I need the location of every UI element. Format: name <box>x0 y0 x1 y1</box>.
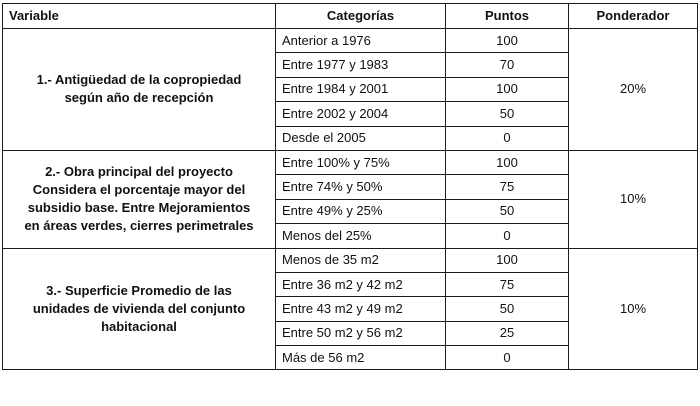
points-cell: 70 <box>446 53 569 77</box>
ponderador-cell-2: 10% <box>569 150 698 248</box>
header-row <box>3 4 698 29</box>
points-cell: 75 <box>446 175 569 199</box>
points-cell: 0 <box>446 126 569 150</box>
variable-cell-2 <box>3 150 276 248</box>
ponderador-cell-3: 10% <box>569 248 698 370</box>
variable-line: 1.- Antigüedad de la copropiedad <box>36 72 242 88</box>
table-row <box>3 150 698 174</box>
points-cell: 100 <box>446 248 569 272</box>
header-puntos: Puntos <box>446 4 569 29</box>
points-cell: 100 <box>446 77 569 101</box>
category-cell: Desde el 2005 <box>276 126 446 150</box>
category-cell: Entre 1984 y 2001 <box>276 77 446 101</box>
table-row <box>3 248 698 272</box>
category-cell: Entre 36 m2 y 42 m2 <box>276 272 446 296</box>
table-row <box>3 29 698 53</box>
variable-line: habitacional <box>101 318 177 334</box>
variable-line: unidades de vivienda del conjunto <box>32 300 246 316</box>
category-cell: Entre 1977 y 1983 <box>276 53 446 77</box>
category-cell: Entre 74% y 50% <box>276 175 446 199</box>
category-cell: Entre 2002 y 2004 <box>276 102 446 126</box>
category-cell: Más de 56 m2 <box>276 346 446 370</box>
variable-cell-3 <box>3 248 276 370</box>
scoring-table <box>2 3 698 370</box>
category-cell: Anterior a 1976 <box>276 29 446 53</box>
points-cell: 0 <box>446 346 569 370</box>
category-cell: Entre 100% y 75% <box>276 150 446 174</box>
ponderador-cell-1: 20% <box>569 29 698 151</box>
points-cell: 50 <box>446 199 569 223</box>
category-cell: Entre 50 m2 y 56 m2 <box>276 321 446 345</box>
points-cell: 100 <box>446 29 569 53</box>
variable-line: 3.- Superficie Promedio de las <box>46 282 232 298</box>
points-cell: 50 <box>446 297 569 321</box>
variable-line: en áreas verdes, cierres perimetrales <box>24 218 254 234</box>
points-cell: 0 <box>446 224 569 248</box>
header-categorias: Categorías <box>276 4 446 29</box>
points-cell: 75 <box>446 272 569 296</box>
variable-line: Considera el porcentaje mayor del <box>32 182 246 198</box>
header-ponderador: Ponderador <box>569 4 698 29</box>
category-cell: Entre 49% y 25% <box>276 199 446 223</box>
header-variable: Variable <box>3 4 276 29</box>
variable-line: según año de recepción <box>64 90 214 106</box>
points-cell: 100 <box>446 150 569 174</box>
variable-cell-1 <box>3 29 276 151</box>
points-cell: 50 <box>446 102 569 126</box>
scoring-table-container <box>2 3 697 370</box>
category-cell: Menos del 25% <box>276 224 446 248</box>
variable-line: 2.- Obra principal del proyecto <box>45 164 233 180</box>
variable-line: subsidio base. Entre Mejoramientos <box>27 200 251 216</box>
category-cell: Entre 43 m2 y 49 m2 <box>276 297 446 321</box>
category-cell: Menos de 35 m2 <box>276 248 446 272</box>
points-cell: 25 <box>446 321 569 345</box>
